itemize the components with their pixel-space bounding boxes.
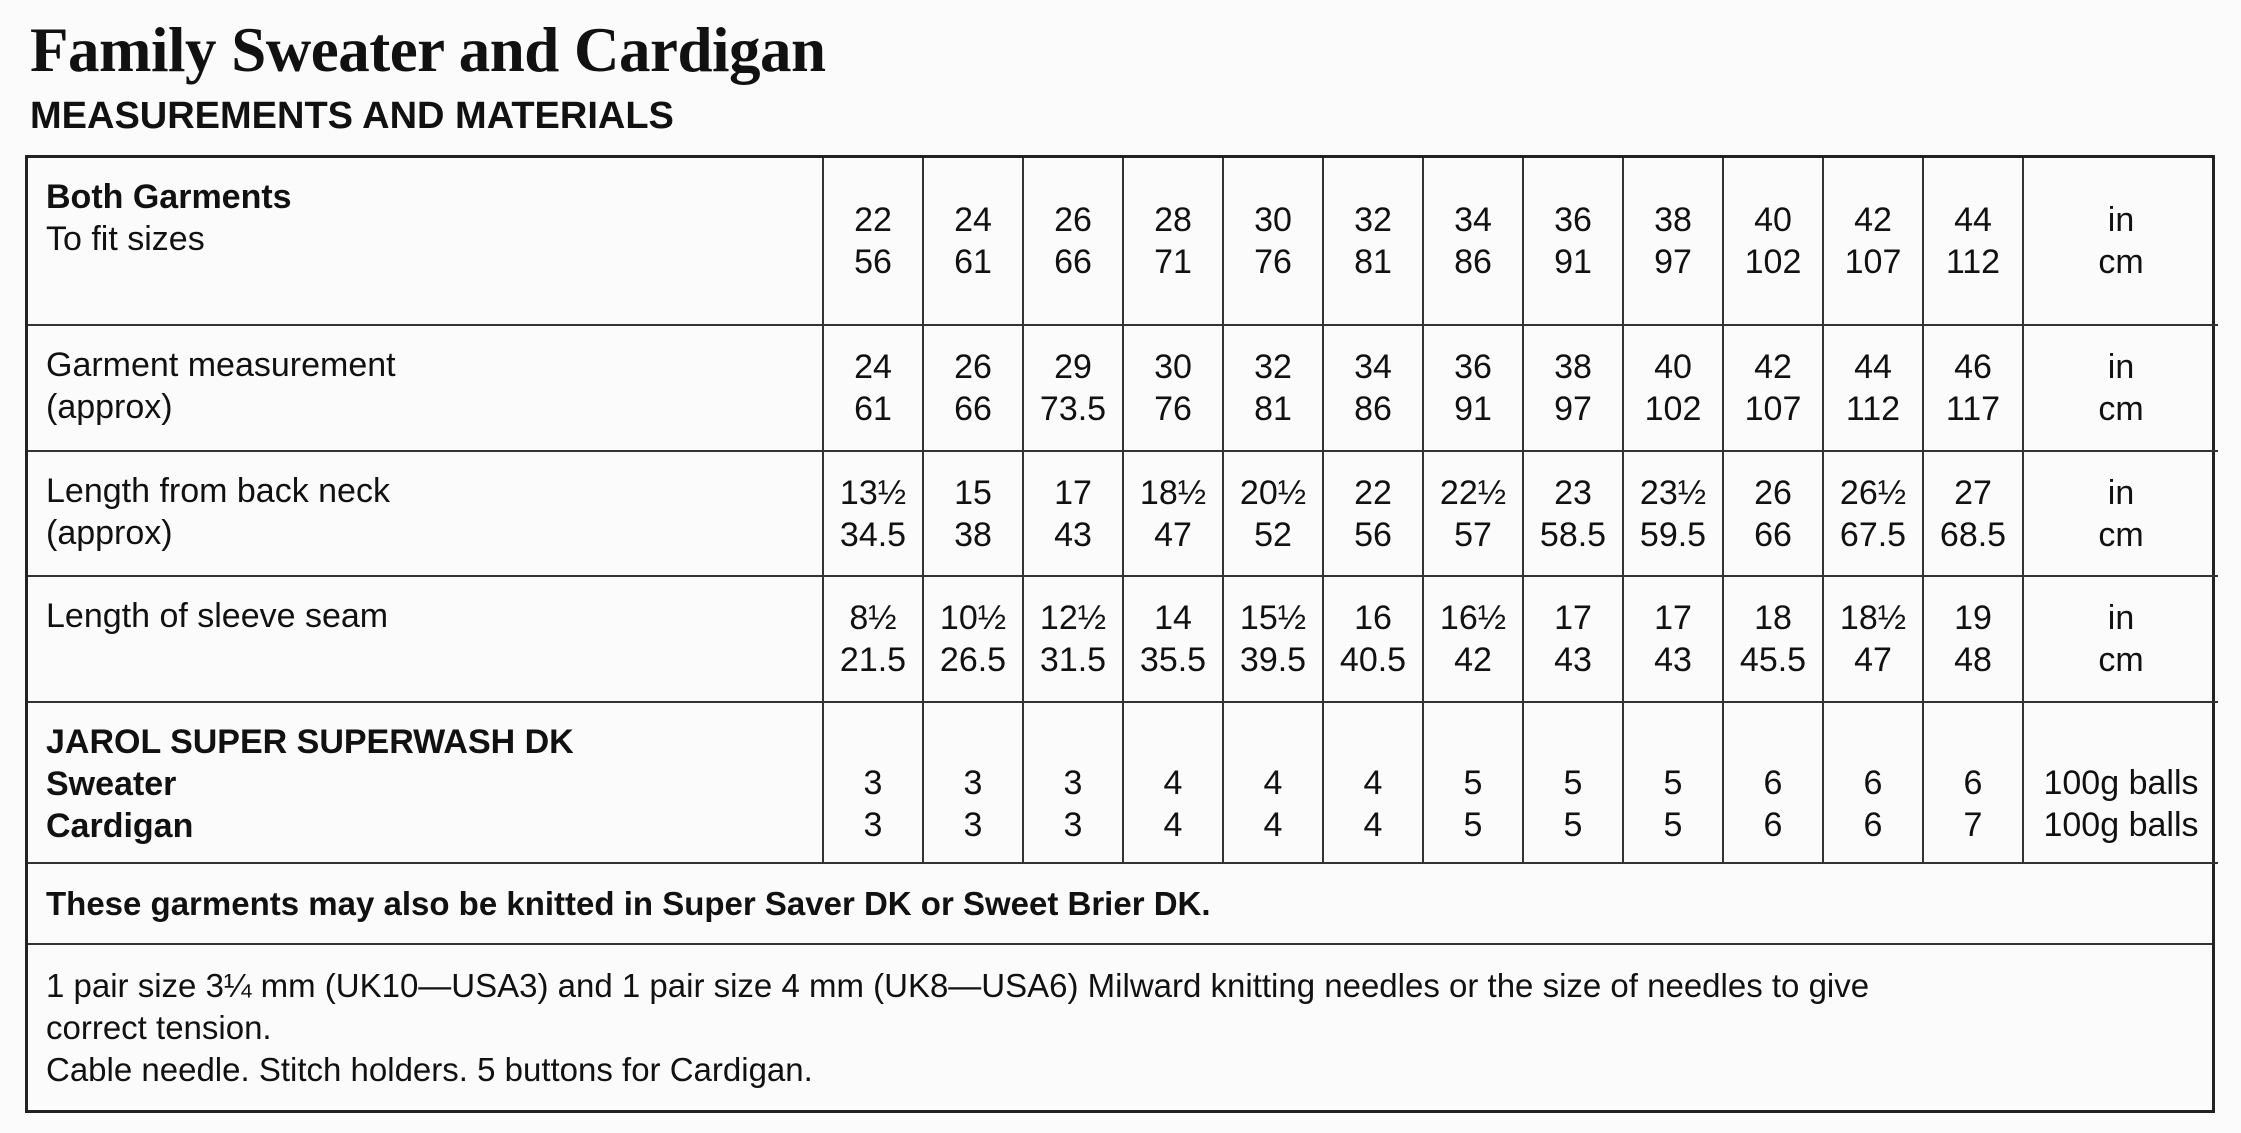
measurements-table — [25, 155, 2215, 1113]
size-value-cell — [1223, 576, 1323, 702]
table-row — [28, 325, 2218, 451]
value-primary: 6 — [1763, 763, 1783, 802]
value-primary: 42 — [1754, 348, 1792, 386]
unit-cell — [2023, 158, 2218, 325]
size-value-cell — [1823, 702, 1923, 863]
value-secondary: 6 — [1863, 805, 1883, 844]
value-secondary: 102 — [1744, 243, 1802, 281]
row-label-line: Length of sleeve seam — [46, 597, 389, 635]
value-secondary: 52 — [1254, 515, 1292, 554]
page-subtitle: MEASUREMENTS AND MATERIALS — [30, 95, 674, 137]
value-primary: 40 — [1654, 348, 1692, 386]
value-secondary: 97 — [1654, 243, 1692, 281]
size-value-cell — [1523, 158, 1623, 325]
value-secondary: 107 — [1744, 390, 1802, 428]
value-secondary: 66 — [1754, 515, 1792, 554]
value-primary: 3 — [963, 763, 983, 802]
size-value-cell — [1723, 451, 1823, 576]
value-primary: 4 — [1163, 763, 1183, 802]
value-primary: 18½ — [1839, 599, 1907, 637]
value-secondary: 107 — [1844, 243, 1902, 281]
row-label-line: Length from back neck — [46, 472, 390, 510]
size-value-cell — [1723, 325, 1823, 451]
value-secondary: 97 — [1554, 390, 1592, 428]
value-primary: 42 — [1854, 201, 1892, 239]
value-secondary: 45.5 — [1739, 641, 1807, 679]
value-secondary: 58.5 — [1539, 515, 1607, 554]
unit-label: cm — [2098, 390, 2144, 428]
needles-line: Cable needle. Stitch holders. 5 buttons for Cardigan. — [46, 1051, 813, 1088]
size-value-cell — [1023, 451, 1123, 576]
value-primary: 15½ — [1239, 599, 1307, 637]
value-secondary: 5 — [1563, 805, 1583, 844]
value-primary: 17 — [1554, 599, 1592, 637]
value-primary: 26½ — [1839, 473, 1907, 512]
value-secondary: 102 — [1644, 390, 1702, 428]
size-value-cell — [1223, 325, 1323, 451]
size-value-cell — [823, 702, 923, 863]
value-secondary: 3 — [1063, 805, 1083, 844]
size-value-cell — [1023, 702, 1123, 863]
unit-label: cm — [2098, 515, 2144, 554]
alternative-yarn-note: These garments may also be knitted in Super Saver DK or Sweet Brier DK. — [28, 863, 2212, 945]
value-secondary: 59.5 — [1639, 515, 1707, 554]
size-value-cell — [1223, 158, 1323, 325]
value-primary: 3 — [863, 763, 883, 802]
row-label — [28, 451, 823, 576]
size-value-cell — [923, 451, 1023, 576]
value-secondary: 6 — [1763, 805, 1783, 844]
value-primary: 6 — [1963, 763, 1983, 802]
value-primary: 19 — [1954, 599, 1992, 637]
size-value-cell — [1423, 702, 1523, 863]
needles-line: correct tension. — [46, 1009, 272, 1046]
value-secondary: 43 — [1654, 641, 1692, 679]
value-secondary: 21.5 — [839, 641, 907, 679]
value-secondary: 76 — [1154, 390, 1192, 428]
value-primary: 15 — [954, 473, 992, 512]
value-primary: 26 — [954, 348, 992, 386]
value-primary: 34 — [1454, 201, 1492, 239]
value-secondary: 7 — [1963, 805, 1983, 844]
unit-cell — [2023, 576, 2218, 702]
unit-cell — [2023, 325, 2218, 451]
row-label-line: To fit sizes — [46, 220, 205, 258]
size-value-cell — [1523, 702, 1623, 863]
size-value-cell — [1323, 451, 1423, 576]
size-value-cell — [1923, 451, 2023, 576]
value-secondary: 4 — [1263, 805, 1283, 844]
value-secondary: 86 — [1354, 390, 1392, 428]
value-primary: 32 — [1254, 348, 1292, 386]
size-value-cell — [1123, 702, 1223, 863]
value-primary: 17 — [1654, 599, 1692, 637]
size-value-cell — [1423, 325, 1523, 451]
size-value-cell — [1923, 702, 2023, 863]
value-primary: 24 — [954, 201, 992, 239]
value-primary: 5 — [1563, 763, 1583, 802]
value-primary: 36 — [1554, 201, 1592, 239]
size-value-cell — [1423, 451, 1523, 576]
value-secondary: 71 — [1154, 243, 1192, 281]
size-value-cell — [1823, 451, 1923, 576]
unit-cell — [2023, 702, 2218, 863]
value-primary: 22 — [854, 201, 892, 239]
needles-line: 1 pair size 3¼ mm (UK10—USA3) and 1 pair size 4 mm (UK8—USA6) Milward knitting needles or the size of needles to give — [46, 967, 1870, 1004]
row-label-line: JAROL SUPER SUPERWASH DK — [46, 723, 574, 761]
value-primary: 22½ — [1439, 473, 1507, 512]
value-secondary: 48 — [1954, 641, 1992, 679]
size-value-cell — [1923, 325, 2023, 451]
size-value-cell — [1623, 576, 1723, 702]
value-secondary: 57 — [1454, 515, 1492, 554]
needles-section — [28, 945, 2212, 1091]
value-secondary: 86 — [1454, 243, 1492, 281]
value-secondary: 117 — [1945, 390, 2001, 428]
table-row — [28, 576, 2218, 702]
size-value-cell — [1523, 451, 1623, 576]
value-secondary: 112 — [1845, 390, 1901, 428]
value-secondary: 66 — [1054, 243, 1092, 281]
value-secondary: 5 — [1663, 805, 1683, 844]
value-secondary: 81 — [1254, 390, 1292, 428]
value-secondary: 47 — [1854, 641, 1892, 679]
size-value-cell — [1923, 158, 2023, 325]
value-secondary: 91 — [1554, 243, 1592, 281]
value-primary: 27 — [1954, 473, 1992, 512]
value-secondary: 43 — [1554, 641, 1592, 679]
size-value-cell — [1623, 158, 1723, 325]
size-value-cell — [1823, 158, 1923, 325]
size-value-cell — [1823, 325, 1923, 451]
size-value-cell — [923, 702, 1023, 863]
value-primary: 4 — [1363, 763, 1383, 802]
value-primary: 10½ — [939, 599, 1007, 637]
value-primary: 32 — [1354, 201, 1392, 239]
size-value-cell — [1023, 325, 1123, 451]
value-secondary: 67.5 — [1839, 515, 1907, 554]
value-secondary: 4 — [1363, 805, 1383, 844]
unit-label: 100g balls — [2043, 805, 2199, 844]
size-value-cell — [1023, 576, 1123, 702]
size-value-cell — [1123, 158, 1223, 325]
value-primary: 46 — [1954, 348, 1992, 386]
value-secondary: 38 — [954, 515, 992, 554]
value-primary: 26 — [1054, 201, 1092, 239]
size-value-cell — [923, 158, 1023, 325]
size-value-cell — [1223, 451, 1323, 576]
value-secondary: 31.5 — [1039, 641, 1107, 679]
size-value-cell — [1323, 702, 1423, 863]
unit-label: cm — [2098, 243, 2144, 281]
value-primary: 44 — [1954, 201, 1992, 239]
value-primary: 12½ — [1039, 599, 1107, 637]
value-secondary: 3 — [863, 805, 883, 844]
size-value-cell — [1123, 325, 1223, 451]
unit-label: 100g balls — [2043, 763, 2199, 802]
value-primary: 23½ — [1639, 473, 1707, 512]
value-secondary: 26.5 — [939, 641, 1007, 679]
size-value-cell — [1823, 576, 1923, 702]
value-primary: 20½ — [1239, 473, 1307, 512]
table-row — [28, 158, 2218, 325]
value-secondary: 61 — [954, 243, 992, 281]
value-secondary: 34.5 — [839, 515, 907, 554]
value-primary: 24 — [854, 348, 892, 386]
size-value-cell — [1623, 702, 1723, 863]
row-label — [28, 576, 823, 702]
value-primary: 6 — [1863, 763, 1883, 802]
size-value-cell — [1223, 702, 1323, 863]
value-primary: 44 — [1854, 348, 1892, 386]
value-secondary: 61 — [854, 390, 892, 428]
sizes-table — [28, 158, 2218, 864]
size-value-cell — [1323, 158, 1423, 325]
value-primary: 14 — [1154, 599, 1192, 637]
value-primary: 5 — [1463, 763, 1483, 802]
value-primary: 16 — [1354, 599, 1392, 637]
size-value-cell — [1423, 158, 1523, 325]
value-secondary: 66 — [954, 390, 992, 428]
value-secondary: 40.5 — [1339, 641, 1407, 679]
row-label-line: (approx) — [46, 514, 173, 552]
size-value-cell — [823, 325, 923, 451]
size-value-cell — [923, 325, 1023, 451]
size-value-cell — [823, 451, 923, 576]
value-secondary: 91 — [1454, 390, 1492, 428]
value-primary: 30 — [1254, 201, 1292, 239]
value-primary: 13½ — [839, 473, 907, 512]
value-primary: 38 — [1654, 201, 1692, 239]
size-value-cell — [1923, 576, 2023, 702]
unit-cell — [2023, 451, 2218, 576]
value-primary: 4 — [1263, 763, 1283, 802]
table-row — [28, 451, 2218, 576]
value-primary: 26 — [1754, 473, 1792, 512]
row-label-line: Cardigan — [46, 807, 194, 845]
size-value-cell — [923, 576, 1023, 702]
size-value-cell — [1023, 158, 1123, 325]
size-value-cell — [1423, 576, 1523, 702]
value-primary: 38 — [1554, 348, 1592, 386]
value-primary: 8½ — [849, 599, 897, 637]
value-secondary: 56 — [1354, 515, 1392, 554]
value-primary: 18½ — [1139, 473, 1207, 512]
value-primary: 36 — [1454, 348, 1492, 386]
row-label-line: Sweater — [46, 765, 177, 803]
value-secondary: 3 — [963, 805, 983, 844]
value-primary: 18 — [1754, 599, 1792, 637]
value-secondary: 43 — [1054, 515, 1092, 554]
value-primary: 29 — [1054, 348, 1092, 386]
size-value-cell — [823, 158, 923, 325]
value-primary: 17 — [1054, 473, 1092, 512]
unit-label: in — [2107, 599, 2135, 637]
value-primary: 22 — [1354, 473, 1392, 512]
size-value-cell — [1323, 576, 1423, 702]
size-value-cell — [1323, 325, 1423, 451]
unit-label: cm — [2098, 641, 2144, 679]
value-secondary: 5 — [1463, 805, 1483, 844]
size-value-cell — [1123, 451, 1223, 576]
value-secondary: 39.5 — [1239, 641, 1307, 679]
row-label-line: Garment measurement — [46, 346, 396, 384]
value-secondary: 42 — [1454, 641, 1492, 679]
value-primary: 34 — [1354, 348, 1392, 386]
unit-label: in — [2107, 473, 2135, 512]
size-value-cell — [1623, 451, 1723, 576]
value-secondary: 76 — [1254, 243, 1292, 281]
value-secondary: 68.5 — [1939, 515, 2007, 554]
size-value-cell — [823, 576, 923, 702]
value-secondary: 4 — [1163, 805, 1183, 844]
row-label — [28, 158, 823, 325]
table-row — [28, 702, 2218, 863]
value-primary: 5 — [1663, 763, 1683, 802]
size-value-cell — [1123, 576, 1223, 702]
value-secondary: 112 — [1945, 243, 2001, 281]
row-label — [28, 702, 823, 863]
size-value-cell — [1723, 576, 1823, 702]
value-secondary: 56 — [854, 243, 892, 281]
value-primary: 28 — [1154, 201, 1192, 239]
row-label-line: (approx) — [46, 388, 173, 426]
value-primary: 16½ — [1439, 599, 1507, 637]
row-label-line: Both Garments — [46, 178, 292, 216]
size-value-cell — [1523, 325, 1623, 451]
unit-label: in — [2107, 348, 2135, 386]
value-secondary: 73.5 — [1039, 390, 1107, 428]
size-value-cell — [1623, 325, 1723, 451]
value-primary: 30 — [1154, 348, 1192, 386]
value-primary: 23 — [1554, 473, 1592, 512]
value-secondary: 35.5 — [1139, 641, 1207, 679]
page-title: Family Sweater and Cardigan — [30, 15, 826, 85]
value-secondary: 81 — [1354, 243, 1392, 281]
value-secondary: 47 — [1154, 515, 1192, 554]
value-primary: 3 — [1063, 763, 1083, 802]
size-value-cell — [1723, 158, 1823, 325]
value-primary: 40 — [1754, 201, 1792, 239]
size-value-cell — [1723, 702, 1823, 863]
size-value-cell — [1523, 576, 1623, 702]
row-label — [28, 325, 823, 451]
unit-label: in — [2107, 201, 2135, 239]
